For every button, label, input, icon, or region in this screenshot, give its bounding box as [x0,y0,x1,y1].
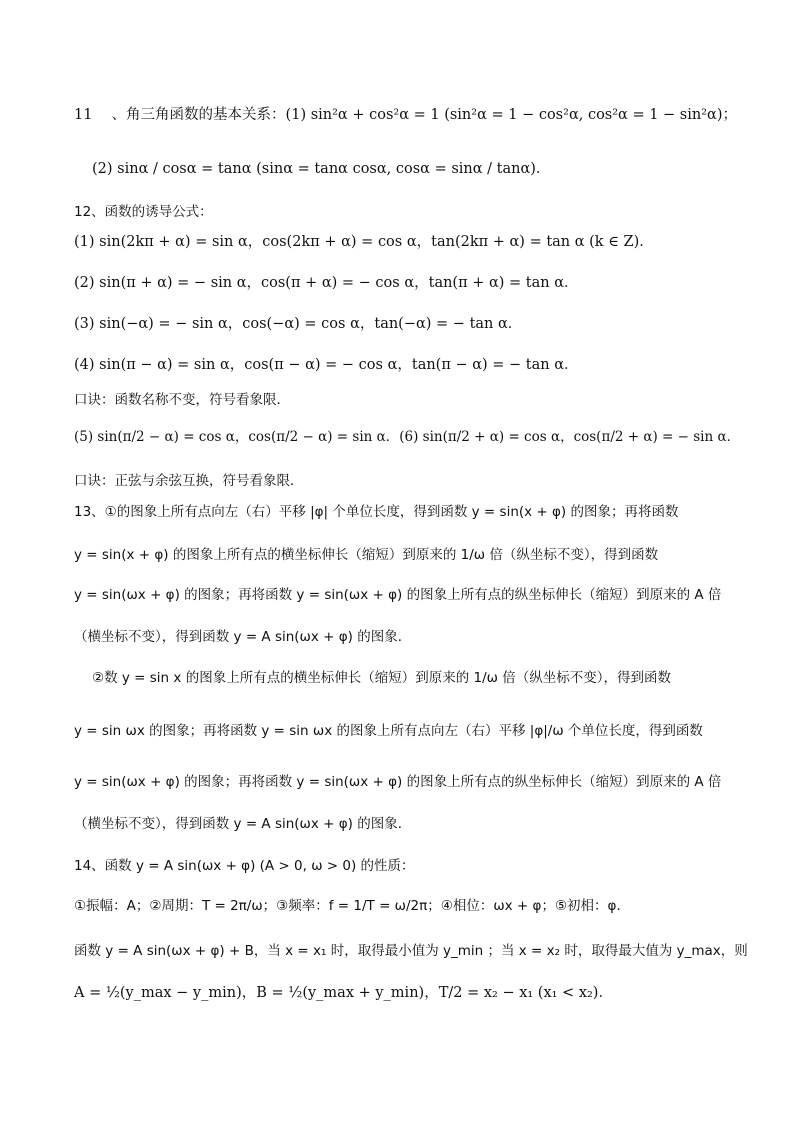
s13-p2-line-3: y = sin(ωx + φ) 的图象；再将函数 y = sin(ωx + φ) 的图象上所有点的纵坐标伸长（缩短）到原来的 A 倍 [74,774,722,790]
s13-p2-line-2: y = sin ωx 的图象；再将函数 y = sin ωx 的图象上所有点向左（右）平移 |φ|/ω 个单位长度，得到函数 [74,723,703,739]
s12-formula-1: (1) sin(2kπ + α) = sin α，cos(2kπ + α) = cos α，tan(2kπ + α) = tan α (k ∈ Z)． [74,234,654,250]
s11-line2: (2) sinα / cosα = tanα (sinα = tanα cosα, cosα = sinα / tanα)． [92,161,551,177]
s11-line1: 11 、角三角函数的基本关系：(1) sin²α + cos²α = 1 (sin²α = 1 − cos²α, cos²α = 1 − sin²α)； [74,107,737,123]
s12-formula-3: (3) sin(−α) = − sin α，cos(−α) = cos α，tan(−α) = − tan α． [74,316,523,332]
s13-p2-line-1: ②数 y = sin x 的图象上所有点的横坐标伸长（缩短）到原来的 1/ω 倍（纵坐标不变），得到函数 [92,670,671,686]
s13-p1-line-4: （横坐标不变），得到函数 y = A sin(ωx + φ) 的图象． [74,629,412,645]
s12-mnemonic-1: 口诀：函数名称不变，符号看象限． [74,392,290,408]
s13-p1-line-1: 13、①的图象上所有点向左（右）平移 |φ| 个单位长度，得到函数 y = sin(x + φ) 的图象；再将函数 [74,504,679,520]
s12-formula-5-6: (5) sin(π/2 − α) = cos α，cos(π/2 − α) = sin α．(6) sin(π/2 + α) = cos α，cos(π/2 + α) = − sin α． [74,429,741,445]
s14-line-4: A = ½(y_max − y_min)，B = ½(y_max + y_min)，T/2 = x₂ − x₁ (x₁ < x₂)． [74,985,613,1001]
s12-formula-4: (4) sin(π − α) = sin α，cos(π − α) = − cos α，tan(π − α) = − tan α． [74,357,579,373]
s14-title: 14、函数 y = A sin(ωx + φ) (A > 0, ω > 0) 的性质： [74,858,415,874]
s12-formula-2: (2) sin(π + α) = − sin α，cos(π + α) = − cos α，tan(π + α) = tan α． [74,275,579,291]
s14-properties: ①振幅：A；②周期：T = 2π/ω；③频率：f = 1/T = ω/2π；④相位：ωx + φ；⑤初相：φ． [74,898,630,914]
s12-title: 12、函数的诱导公式： [74,204,213,220]
s13-p1-line-3: y = sin(ωx + φ) 的图象；再将函数 y = sin(ωx + φ) 的图象上所有点的纵坐标伸长（缩短）到原来的 A 倍 [74,587,722,603]
s13-p1-line-2: y = sin(x + φ) 的图象上所有点的横坐标伸长（缩短）到原来的 1/ω 倍（纵坐标不变），得到函数 [74,547,659,563]
s14-line-3: 函数 y = A sin(ωx + φ) + B，当 x = x₁ 时，取得最小值为 y_min ；当 x = x₂ 时，取得最大值为 y_max，则 [74,943,748,959]
s12-mnemonic-2: 口诀：正弦与余弦互换，符号看象限． [74,473,304,489]
s13-p2-line-4: （横坐标不变），得到函数 y = A sin(ωx + φ) 的图象． [74,816,412,832]
